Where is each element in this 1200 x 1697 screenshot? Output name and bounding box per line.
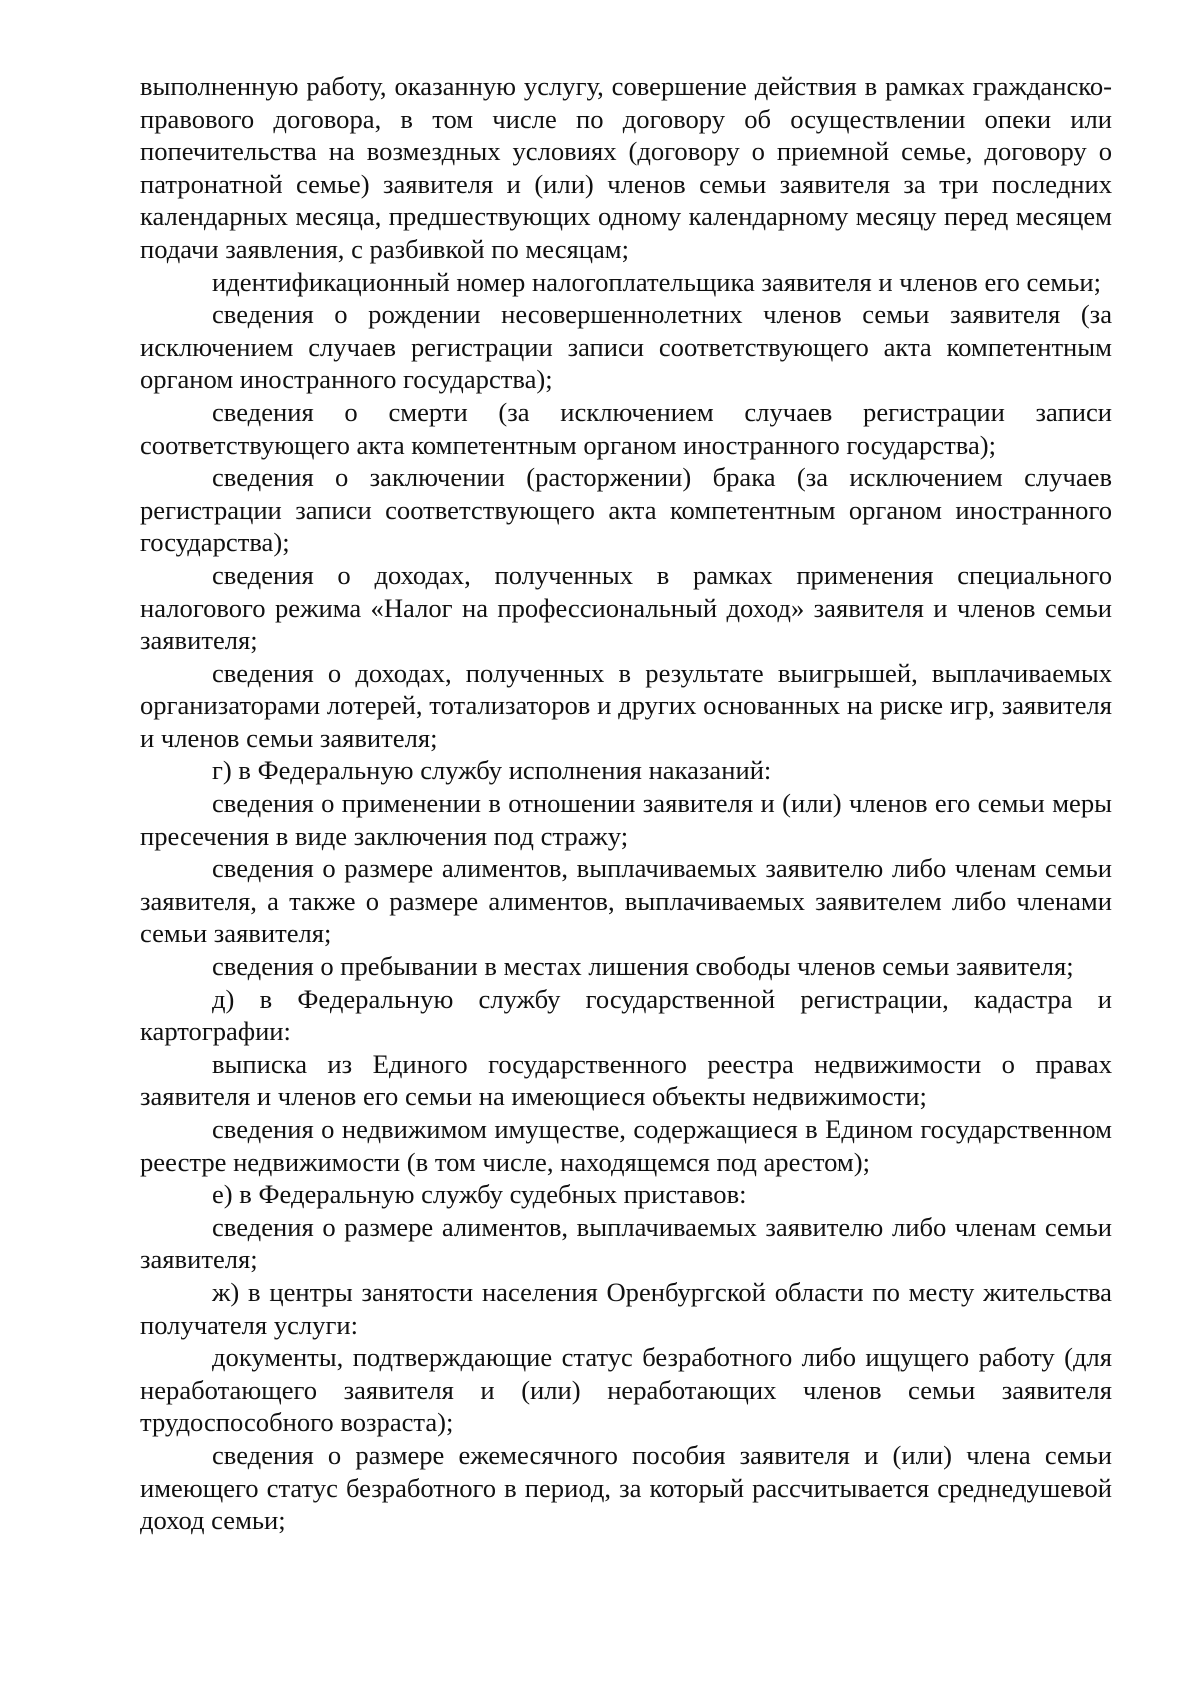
paragraph-19: сведения о размере ежемесячного пособия заявителя и (или) члена семьи имеющего статус безработного в период, за который рассчитывается среднедушевой доход семьи; [140,1439,1112,1536]
document-page [140,70,1112,1537]
section-heading-zh: ж) в центры занятости населения Оренбургской области по месту жительства получателя услуги: [140,1276,1112,1340]
paragraph-7: сведения о доходах, полученных в результате выигрышей, выплачиваемых организаторами лотерей, тотализаторов и других основанных на риске игр, заявителя и членов семьи заявителя; [140,657,1112,753]
paragraph-14: сведения о недвижимом имуществе, содержащиеся в Едином государственном реестре недвижимости (в том числе, находящемся под арестом); [140,1114,1112,1177]
paragraph-11: сведения о пребывании в местах лишения свободы членов семьи заявителя; [212,951,1074,982]
paragraph-9: сведения о применении в отношении заявителя и (или) членов его семьи меры пресечения в виде заключения под стражу; [140,788,1112,851]
section-heading-e: е) в Федеральную службу судебных приставов: [212,1179,747,1210]
section-heading-g: г) в Федеральную службу исполнения наказаний: [212,755,772,786]
paragraph-16: сведения о размере алиментов, выплачиваемых заявителю либо членам семьи заявителя; [140,1211,1112,1275]
paragraph-18: документы, подтверждающие статус безработного либо ищущего работу (для неработающего заявителя и (или) неработающих членов семьи заявителя трудоспособного возраста); [140,1342,1112,1438]
paragraph-10: сведения о размере алиментов, выплачиваемых заявителю либо членам семьи заявителя, а также о размере алиментов, выплачиваемых заявителем либо членами семьи заявителя; [140,853,1112,949]
paragraph-1: выполненную работу, оказанную услугу, совершение действия в рамках гражданско-правового договора, в том числе по договору об осуществлении опеки или попечительства на возмездных условиях (договору о приемной семье, договору о патронатной семье) заявителя и (или) членов семьи заявителя за три последних календарных месяца, предшествующих одному календарному месяцу перед месяцем подачи заявления, с разбивкой по месяцам; [140,71,1112,264]
paragraph-13: выписка из Единого государственного реестра недвижимости о правах заявителя и членов его семьи на имеющиеся объекты недвижимости; [140,1048,1112,1112]
paragraph-2: идентификационный номер налогоплательщика заявителя и членов его семьи; [212,266,1101,297]
paragraph-3: сведения о рождении несовершеннолетних членов семьи заявителя (за исключением случаев регистрации записи соответствующего акта компетентным органом иностранного государства); [140,299,1112,395]
paragraph-6: сведения о доходах, полученных в рамках применения специального налогового режима «Налог на профессиональный доход» заявителя и членов семьи заявителя; [140,559,1112,656]
paragraph-4: сведения о смерти (за исключением случаев регистрации записи соответствующего акта компетентным органом иностранного государства); [140,396,1112,460]
paragraph-5: сведения о заключении (расторжении) брака (за исключением случаев регистрации записи соответствующего акта компетентным органом иностранного государства); [140,462,1112,558]
section-heading-d: д) в Федеральную службу государственной регистрации, кадастра и картографии: [140,983,1112,1047]
